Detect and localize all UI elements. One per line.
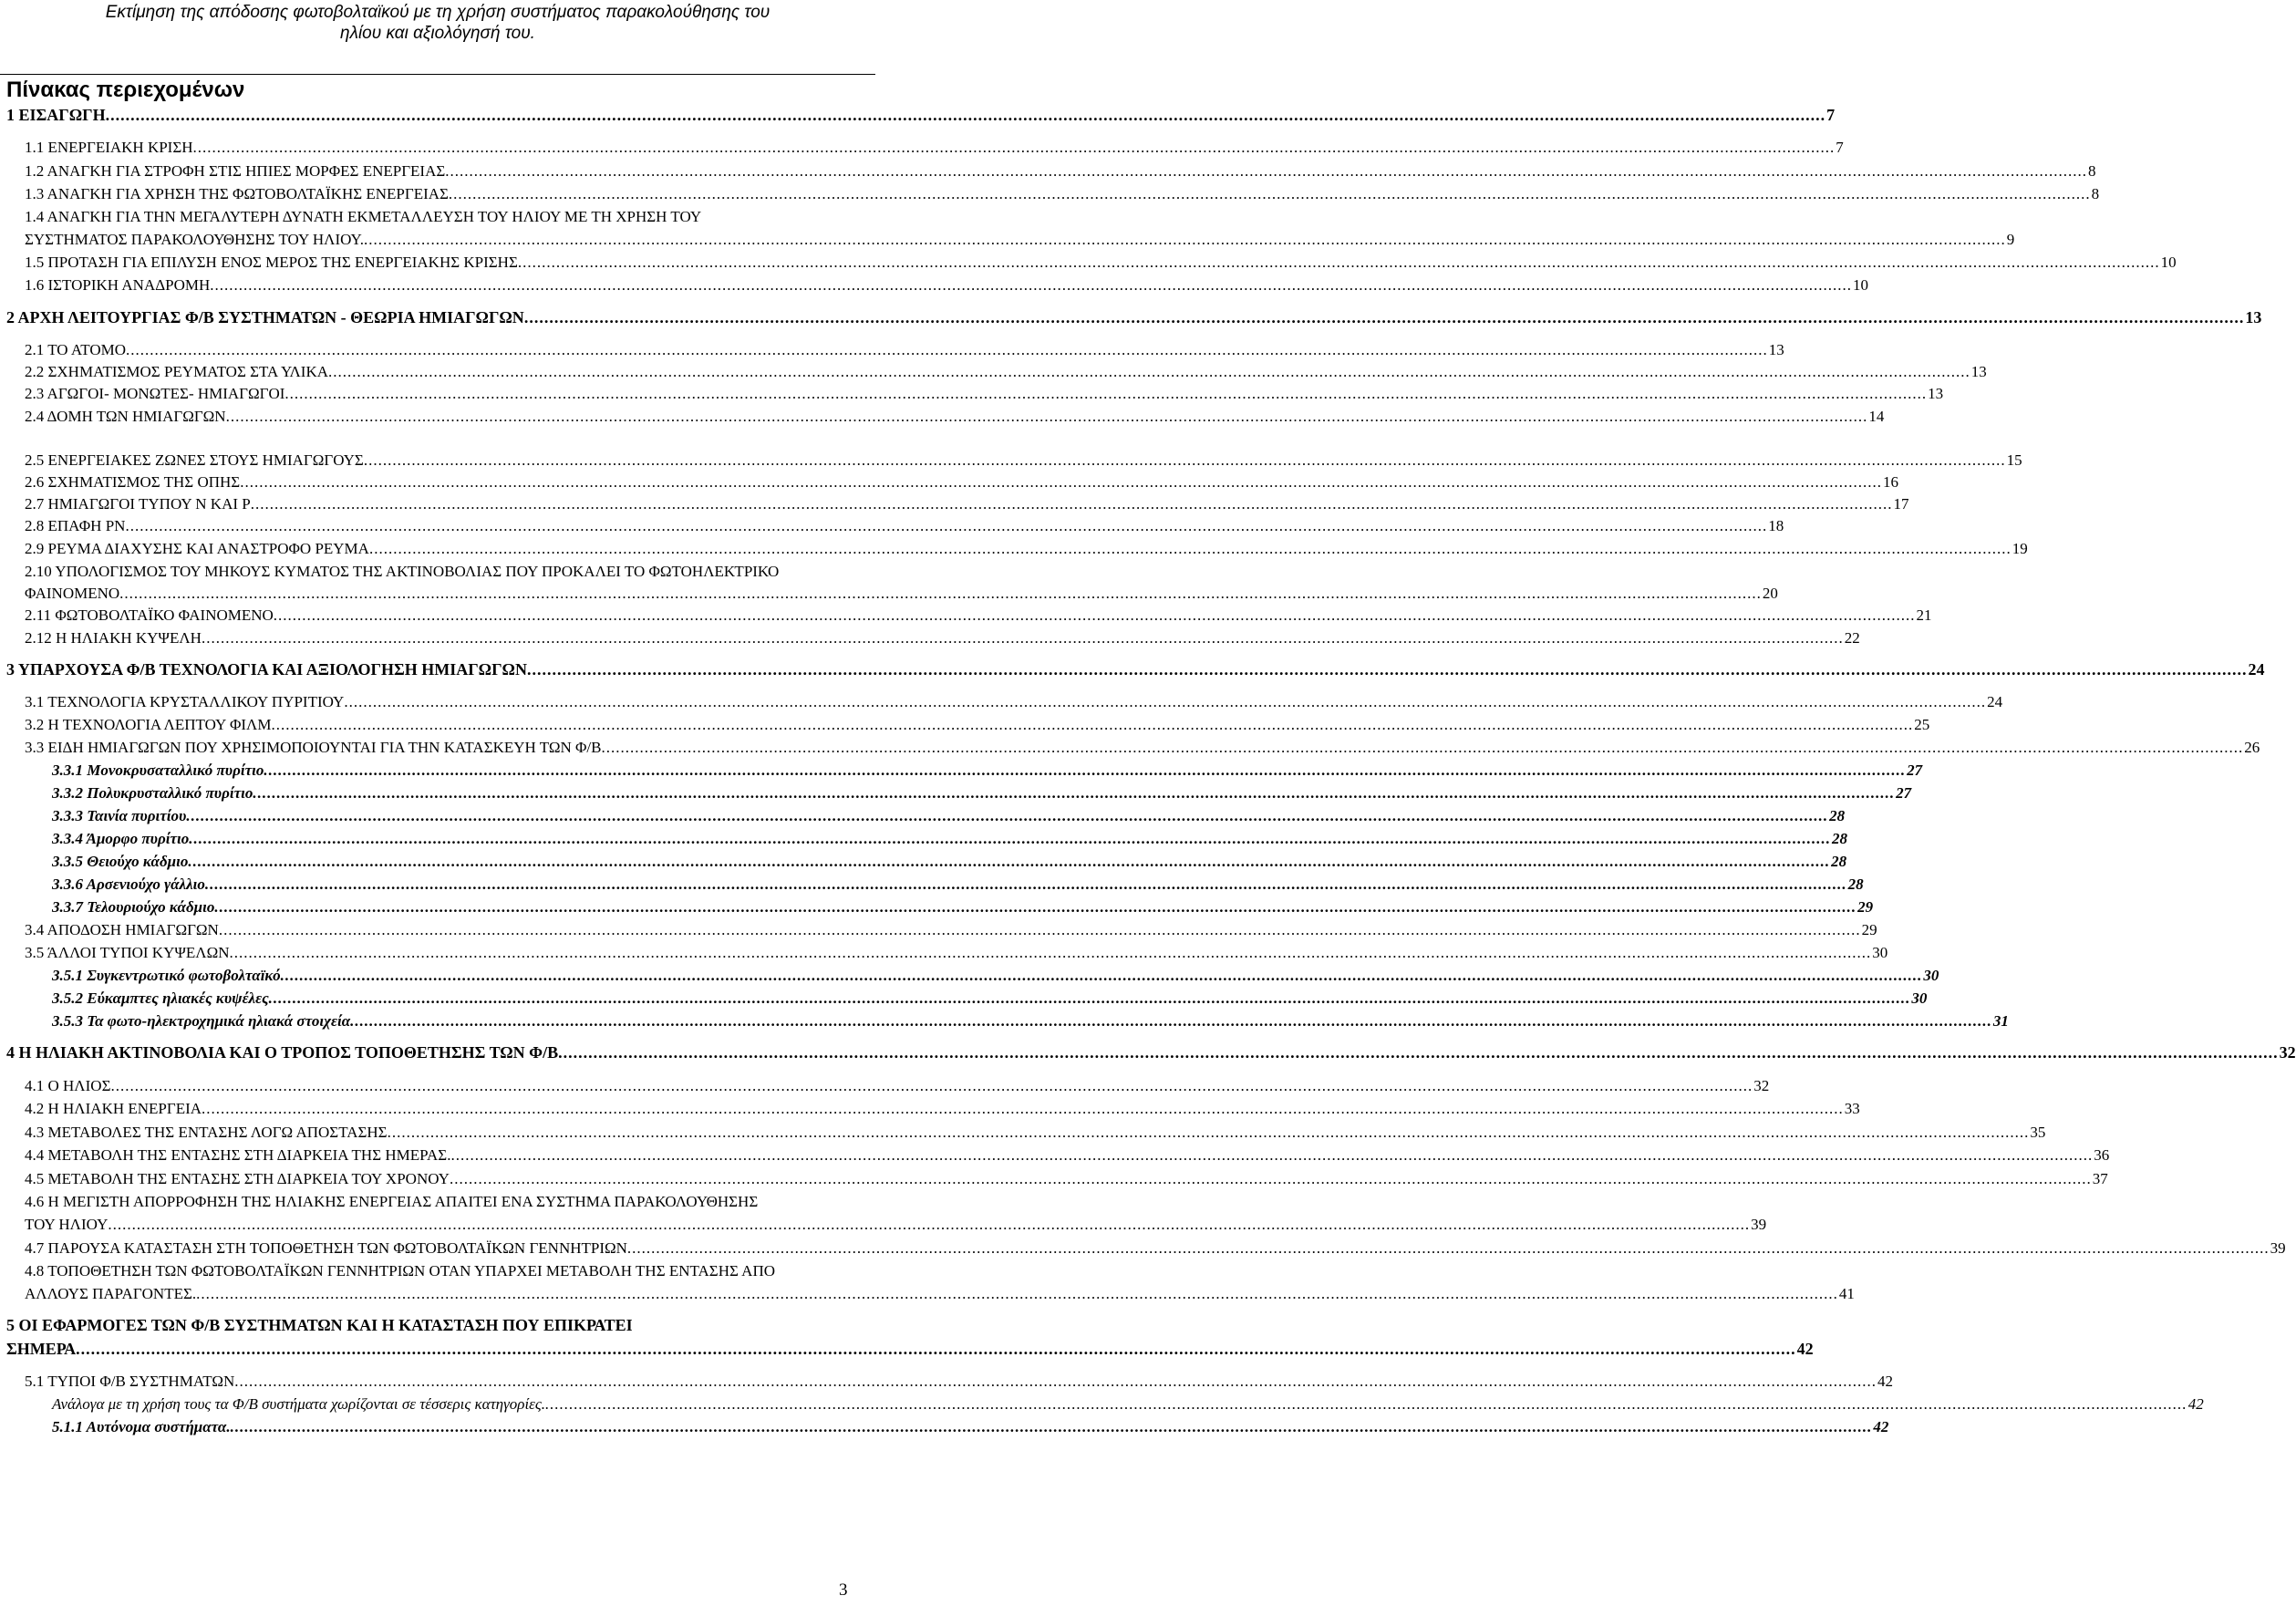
toc-dot-leader (274, 606, 1916, 625)
toc-entry[interactable] (25, 1100, 1860, 1118)
toc-dot-leader (126, 341, 1768, 359)
toc-entry-page: 42 (1877, 1373, 1894, 1390)
toc-entry[interactable] (52, 898, 1874, 917)
page-title: Πίνακας περιεχομένων (6, 78, 245, 102)
toc-entry-title: ΣΥΣΤΗΜΑΤΟΣ ΠΑΡΑΚΟΛΟΥΘΗΣΗΣ ΤΟΥ ΗΛΙΟΥ. (25, 231, 364, 248)
toc-entry[interactable] (52, 784, 1912, 803)
toc-entry[interactable] (25, 693, 2003, 711)
toc-entry[interactable] (52, 1395, 2204, 1414)
toc-entry-title: 3.2 Η ΤΕΧΝΟΛΟΓΙΑ ΛΕΠΤΟΥ ΦΙΛΜ (25, 716, 272, 733)
toc-entry-title: 2.4 ΔΟΜΗ ΤΩΝ ΗΜΙΑΓΩΓΩΝ (25, 408, 226, 425)
toc-dot-leader (240, 473, 1882, 492)
toc-dot-leader (627, 1239, 2270, 1258)
toc-entry-page: 31 (1992, 1012, 2009, 1030)
toc-entry-title: 2.9 ΡΕΥΜΑ ΔΙΑΧΥΣΗΣ ΚΑΙ ΑΝΑΣΤΡΟΦΟ ΡΕΥΜΑ (25, 540, 369, 557)
toc-dot-leader (186, 807, 1828, 825)
toc-entry-title: 1.6 ΙΣΤΟΡΙΚΗ ΑΝΑΔΡΟΜΗ (25, 276, 211, 294)
toc-entry-title: 2.11 ΦΩΤΟΒΟΛΤΑΪΚΟ ΦΑΙΝΟΜΕΝΟ (25, 606, 274, 624)
toc-entry-page: 9 (2006, 231, 2015, 248)
toc-entry[interactable] (25, 1285, 1855, 1303)
header-line-1: Εκτίμηση της απόδοσης φωτοβολταϊκού με τη χρήση συστήματος παρακολούθησης του (105, 3, 771, 22)
toc-entry-title: 2.8 ΕΠΑΦΗ ΡΝ (25, 517, 126, 534)
toc-dot-leader (188, 853, 1830, 871)
toc-entry-page: 28 (1831, 830, 1847, 847)
toc-dot-leader (108, 1216, 1750, 1234)
toc-entry[interactable] (25, 385, 1944, 403)
toc-dot-leader (119, 585, 1762, 603)
toc-entry-title: 3.5.3 Τα φωτο-ηλεκτροχημικά ηλιακά στοιχεία (52, 1012, 351, 1030)
toc-entry-title: 3.3.2 Πολυκρυσταλλικό πυρίτιο (52, 784, 253, 802)
toc-entry-page: 24 (2248, 660, 2265, 679)
toc-dot-leader (219, 921, 1861, 939)
toc-dot-leader (328, 363, 1970, 381)
toc-entry-page: 13 (1768, 341, 1784, 358)
toc-dot-leader (527, 660, 2248, 679)
toc-entry-title: 4.7 ΠΑΡΟΥΣΑ ΚΑΤΑΣΤΑΣΗ ΣΤΗ ΤΟΠΟΘΕΤΗΣΗ ΤΩΝ ΦΩΤΟΒΟΛΤΑΪΚΩΝ ΓΕΝΝΗΤΡΙΩΝ (25, 1239, 627, 1257)
toc-entry[interactable] (52, 876, 1864, 894)
toc-entry-title: 2.6 ΣΧΗΜΑΤΙΣΜΟΣ ΤΗΣ ΟΠΗΣ (25, 473, 241, 491)
toc-entry-title: 1.4 ΑΝΑΓΚΗ ΓΙΑ ΤΗΝ ΜΕΓΑΛΥΤΕΡΗ ΔΥΝΑΤΗ ΕΚΜΕΤΑΛΛΕΥΣΗ ΤΟΥ ΗΛΙΟΥ ΜΕ ΤΗ ΧΡΗΣΗ ΤΟΥ (25, 208, 702, 225)
toc-entry-page: 37 (2092, 1170, 2108, 1187)
toc-entry-page: 42 (1873, 1418, 1889, 1435)
toc-entry-title: 4.6 Η ΜΕΓΙΣΤΗ ΑΠΟΡΡΟΦΗΣΗ ΤΗΣ ΗΛΙΑΚΗΣ ΕΝΕΡΓΕΙΑΣ ΑΠΑΙΤΕΙ ΕΝΑ ΣΥΣΤΗΜΑ ΠΑΡΑΚΟΛΟΥΘΗΣΗΣ (25, 1193, 759, 1210)
toc-entry-title: 5.1 ΤΥΠΟΙ Φ/Β ΣΥΣΤΗΜΑΤΩΝ (25, 1373, 235, 1390)
toc-entry-title: 4.3 ΜΕΤΑΒΟΛΕΣ ΤΗΣ ΕΝΤΑΣΗΣ ΛΟΓΩ ΑΠΟΣΤΑΣΗΣ (25, 1124, 388, 1141)
toc-entry-title: 1.5 ΠΡΟΤΑΣΗ ΓΙΑ ΕΠΙΛΥΣΗ ΕΝΟΣ ΜΕΡΟΣ ΤΗΣ ΕΝΕΡΓΕΙΑΚΗΣ ΚΡΙΣΗΣ (25, 254, 518, 271)
toc-entry[interactable] (6, 1340, 1814, 1359)
toc-dot-leader (545, 1395, 2187, 1414)
toc-dot-leader (193, 139, 1836, 157)
toc-entry-page: 26 (2244, 739, 2260, 756)
toc-dot-leader (450, 1146, 2093, 1165)
toc-entry[interactable] (25, 1077, 1770, 1095)
toc-entry-page: 10 (2160, 254, 2177, 271)
toc-entry-title: 4.4 ΜΕΤΑΒΟΛΗ ΤΗΣ ΕΝΤΑΣΗΣ ΣΤΗ ΔΙΑΡΚΕΙΑ ΤΗΣ ΗΜΕΡΑΣ. (25, 1146, 451, 1164)
toc-entry[interactable] (25, 1373, 1894, 1391)
toc-entry-page: 14 (1868, 408, 1885, 425)
toc-dot-leader (110, 1077, 1753, 1095)
toc-entry[interactable] (6, 1043, 2296, 1062)
toc-entry[interactable] (25, 1262, 871, 1280)
toc-entry-title: 3.4 ΑΠΟΔΟΣΗ ΗΜΙΑΓΩΓΩΝ (25, 921, 219, 938)
toc-entry-title: 3.3.3 Ταινία πυριτίου (52, 807, 187, 824)
toc-entry-title: 4.5 ΜΕΤΑΒΟΛΗ ΤΗΣ ΕΝΤΑΣΗΣ ΣΤΗ ΔΙΑΡΚΕΙΑ ΤΟΥ ΧΡΟΝΟΥ (25, 1170, 450, 1187)
toc-entry[interactable] (25, 1146, 2110, 1165)
toc-entry-page: 36 (2094, 1146, 2110, 1164)
toc-dot-leader (601, 739, 2243, 757)
toc-entry-page: 27 (1896, 784, 1912, 802)
toc-entry-title: 3.5.1 Συγκεντρωτικό φωτοβολταϊκό (52, 967, 281, 984)
toc-entry-title: 3.3.4 Άμορφο πυρίτιο (52, 830, 190, 847)
toc-entry-title: ΦΑΙΝΟΜΕΝΟ (25, 585, 120, 602)
toc-entry[interactable] (25, 716, 1930, 734)
toc-entry-page: 28 (1831, 853, 1847, 870)
toc-dot-leader (558, 1043, 2279, 1062)
toc-entry-title: ΤΟΥ ΗΛΙΟΥ (25, 1216, 109, 1233)
toc-entry-page: 28 (1829, 807, 1846, 824)
toc-entry[interactable] (52, 1418, 1889, 1436)
toc-entry-title: ΣΗΜΕΡΑ (6, 1340, 77, 1358)
toc-entry[interactable] (25, 276, 1869, 295)
toc-entry-title: 2.7 ΗΜΙΑΓΩΓΟΙ ΤΥΠΟΥ Ν ΚΑΙ Ρ (25, 495, 251, 513)
toc-entry-page: 8 (2088, 162, 2096, 180)
toc-entry-page: 18 (1768, 517, 1784, 534)
toc-dot-leader (214, 898, 1856, 917)
toc-entry-page: 33 (1844, 1100, 1860, 1117)
toc-entry[interactable] (25, 739, 2260, 757)
toc-entry-page: 28 (1847, 876, 1864, 893)
toc-entry-page: 25 (1914, 716, 1930, 733)
toc-dot-leader (205, 876, 1847, 894)
toc-entry-page: 22 (1844, 629, 1860, 647)
toc-entry[interactable] (25, 1216, 1767, 1234)
toc-entry-title: 1.1 ΕΝΕΡΓΕΙΑΚΗ ΚΡΙΣΗ (25, 139, 193, 156)
toc-entry[interactable] (6, 106, 1836, 125)
toc-entry-title: 3.1 ΤΕΧΝΟΛΟΓΙΑ ΚΡΥΣΤΑΛΛΙΚΟΥ ΠΥΡΙΤΙΟΥ (25, 693, 345, 710)
toc-dot-leader (450, 1170, 2092, 1188)
toc-entry[interactable] (25, 1170, 2108, 1188)
toc-entry-page: 41 (1838, 1285, 1855, 1302)
toc-entry-title: 2.3 ΑΓΩΓΟΙ- ΜΟΝΩΤΕΣ- ΗΜΙΑΓΩΓΟΙ (25, 385, 285, 402)
toc-entry[interactable] (52, 807, 1846, 825)
toc-entry-title: 4.8 ΤΟΠΟΘΕΤΗΣΗ ΤΩΝ ΦΩΤΟΒΟΛΤΑΪΚΩΝ ΓΕΝΝΗΤΡΙΩΝ ΟΤΑΝ ΥΠΑΡΧΕΙ ΜΕΤΑΒΟΛΗ ΤΗΣ ΕΝΤΑΣΗΣ ΑΠΟ (25, 1262, 776, 1280)
toc-dot-leader (253, 784, 1895, 803)
toc-entry-title: 2.12 Η ΗΛΙΑΚΗ ΚΥΨΕΛΗ (25, 629, 202, 647)
toc-entry-page: 13 (1970, 363, 1987, 380)
toc-entry[interactable] (52, 762, 1923, 780)
toc-entry[interactable] (25, 208, 871, 226)
toc-entry-title: 2.10 ΥΠΟΛΟΓΙΣΜΟΣ ΤΟΥ ΜΗΚΟΥΣ ΚΥΜΑΤΟΣ ΤΗΣ ΑΚΤΙΝΟΒΟΛΙΑΣ ΠΟΥ ΠΡΟΚΑΛΕΙ ΤΟ ΦΩΤΟΗΛΕΚΤΡΙΚΟ (25, 563, 780, 580)
toc-entry[interactable] (25, 563, 871, 581)
toc-dot-leader (125, 517, 1767, 535)
toc-entry[interactable] (25, 495, 1909, 513)
toc-entry-page: 30 (1872, 944, 1888, 961)
toc-entry-page: 20 (1762, 585, 1778, 602)
toc-entry[interactable] (25, 473, 1898, 492)
toc-dot-leader (284, 385, 1927, 403)
toc-entry-page: 15 (2006, 451, 2022, 469)
toc-dot-leader (449, 185, 2091, 203)
toc-entry-page: 7 (1836, 139, 1844, 156)
toc-entry[interactable] (6, 1316, 871, 1335)
toc-dot-leader (369, 540, 2012, 558)
toc-entry[interactable] (52, 853, 1847, 871)
toc-entry-title: 4.1 Ο ΗΛΙΟΣ (25, 1077, 111, 1094)
toc-entry-title: 3.3.5 Θειούχο κάδμιο (52, 853, 189, 870)
toc-entry-title: 1 ΕΙΣΑΓΩΓΗ (6, 106, 106, 124)
page-number: 3 (839, 1580, 848, 1600)
toc-entry-title: 3.3 ΕΙΔΗ ΗΜΙΑΓΩΓΩΝ ΠΟΥ ΧΡΗΣΙΜΟΠΟΙΟΥΝΤΑΙ ΓΙΑ ΤΗΝ ΚΑΤΑΣΚΕΥΗ ΤΩΝ Φ/Β (25, 739, 602, 756)
toc-entry-page: 30 (1911, 990, 1928, 1007)
toc-entry-title: 2 ΑΡΧΗ ΛΕΙΤΟΥΡΓΙΑΣ Φ/Β ΣΥΣΤΗΜΑΤΩΝ - ΘΕΩΡΙΑ ΗΜΙΑΓΩΓΩΝ (6, 308, 524, 326)
toc-entry-page: 17 (1893, 495, 1909, 513)
toc-entry-title: 3.5 ΆΛΛΟΙ ΤΥΠΟΙ ΚΥΨΕΛΩΝ (25, 944, 230, 961)
toc-entry[interactable] (25, 363, 1987, 381)
toc-dot-leader (388, 1124, 2030, 1142)
toc-dot-leader (271, 716, 1913, 734)
toc-entry-page: 19 (2012, 540, 2028, 557)
toc-entry-title: 3.3.7 Τελουριούχο κάδμιο (52, 898, 215, 916)
toc-dot-leader (524, 308, 2245, 327)
toc-entry-page: 39 (2270, 1239, 2286, 1257)
toc-dot-leader (202, 1100, 1844, 1118)
toc-dot-leader (251, 495, 1893, 513)
toc-entry[interactable] (52, 1012, 2009, 1031)
toc-entry-title: 3 ΥΠΑΡΧΟΥΣΑ Φ/Β ΤΕΧΝΟΛΟΓΙΑ ΚΑΙ ΑΞΙΟΛΟΓΗΣΗ ΗΜΙΑΓΩΓΩΝ (6, 660, 527, 679)
toc-entry-page: 39 (1751, 1216, 1767, 1233)
toc-dot-leader (76, 1340, 1796, 1359)
toc-dot-leader (281, 967, 1923, 985)
toc-entry-title: 2.2 ΣΧΗΜΑΤΙΣΜΟΣ ΡΕΥΜΑΤΟΣ ΣΤΑ ΥΛΙΚΑ (25, 363, 328, 380)
toc-entry-page: 29 (1861, 921, 1877, 938)
toc-entry[interactable] (25, 162, 2096, 181)
toc-dot-leader (269, 990, 1911, 1008)
toc-dot-leader (210, 276, 1852, 295)
toc-entry-title: ΑΛΛΟΥΣ ΠΑΡΑΓΟΝΤΕΣ. (25, 1285, 197, 1302)
toc-entry[interactable] (25, 341, 1784, 359)
toc-entry[interactable] (25, 1124, 2046, 1142)
toc-entry-page: 42 (2187, 1395, 2204, 1413)
toc-entry-title: 3.3.6 Αρσενιούχο γάλλιο (52, 876, 205, 893)
toc-entry-page: 8 (2091, 185, 2100, 202)
toc-entry[interactable] (52, 830, 1847, 848)
toc-entry[interactable] (25, 139, 1844, 157)
toc-entry[interactable] (52, 967, 1939, 985)
toc-entry-title: 4 Η ΗΛΙΑΚΗ ΑΚΤΙΝΟΒΟΛΙΑ ΚΑΙ Ο ΤΡΟΠΟΣ ΤΟΠΟΘΕΤΗΣΗΣ ΤΩΝ Φ/Β (6, 1043, 559, 1062)
toc-entry-page: 10 (1853, 276, 1869, 294)
toc-dot-leader (106, 106, 1826, 125)
toc-dot-leader (264, 762, 1906, 780)
toc-entry-page: 32 (2279, 1043, 2296, 1062)
toc-dot-leader (196, 1285, 1838, 1303)
toc-entry[interactable] (25, 517, 1784, 535)
toc-entry-page: 13 (2245, 308, 2262, 326)
toc-entry-title: 5.1.1 Αυτόνομα συστήματα. (52, 1418, 231, 1435)
toc-entry-title: 1.2 ΑΝΑΓΚΗ ΓΙΑ ΣΤΡΟΦΗ ΣΤΙΣ ΗΠΙΕΣ ΜΟΡΦΕΣ ΕΝΕΡΓΕΙΑΣ (25, 162, 446, 180)
toc-entry[interactable] (25, 585, 1778, 603)
toc-entry[interactable] (25, 944, 1888, 962)
toc-entry-title: 1.3 ΑΝΑΓΚΗ ΓΙΑ ΧΡΗΣΗ ΤΗΣ ΦΩΤΟΒΟΛΤΑΪΚΗΣ ΕΝΕΡΓΕΙΑΣ (25, 185, 449, 202)
toc-dot-leader (230, 944, 1872, 962)
toc-entry-title: 3.5.2 Εύκαμπτες ηλιακές κυψέλες (52, 990, 269, 1007)
toc-entry[interactable] (25, 451, 2022, 470)
toc-entry-page: 16 (1882, 473, 1898, 491)
toc-entry-page: 35 (2030, 1124, 2046, 1141)
toc-dot-leader (202, 629, 1844, 648)
toc-dot-leader (189, 830, 1831, 848)
toc-dot-leader (364, 451, 2006, 470)
toc-entry-page: 42 (1796, 1340, 1814, 1358)
toc-dot-leader (350, 1012, 1992, 1031)
toc-entry[interactable] (6, 660, 2265, 679)
toc-entry-page: 27 (1907, 762, 1923, 779)
toc-entry-page: 30 (1923, 967, 1939, 984)
toc-entry-title: 4.2 Η ΗΛΙΑΚΗ ΕΝΕΡΓΕΙΑ (25, 1100, 202, 1117)
toc-entry-title: Ανάλογα με τη χρήση τους τα Φ/Β συστήματα χωρίζονται σε τέσσερις κατηγορίες. (52, 1395, 546, 1413)
toc-dot-leader (445, 162, 2087, 181)
toc-entry[interactable] (25, 629, 1860, 648)
toc-entry[interactable] (25, 254, 2177, 272)
toc-entry-page: 7 (1826, 106, 1836, 124)
toc-dot-leader (231, 1418, 1873, 1436)
toc-entry-page: 21 (1916, 606, 1932, 624)
toc-entry-page: 13 (1928, 385, 1944, 402)
toc-entry[interactable] (25, 606, 1932, 625)
toc-entry[interactable] (25, 231, 2015, 249)
toc-entry-page: 29 (1857, 898, 1874, 916)
toc-entry-page: 32 (1753, 1077, 1770, 1094)
toc-dot-leader (226, 408, 1868, 426)
toc-dot-leader (344, 693, 1986, 711)
toc-dot-leader (518, 254, 2160, 272)
toc-entry[interactable] (25, 1193, 871, 1211)
toc-entry[interactable] (6, 308, 2262, 327)
toc-entry[interactable] (25, 540, 2028, 558)
header-line-2: ηλίου και αξιολόγησή του. (340, 24, 535, 43)
toc-entry[interactable] (25, 408, 1885, 426)
toc-entry[interactable] (25, 185, 2100, 203)
toc-entry-title: 3.3.1 Μονοκρυσαταλλικό πυρίτιο (52, 762, 264, 779)
toc-entry[interactable] (25, 921, 1877, 939)
toc-entry-title: 2.1 ΤΟ ΑΤΟΜΟ (25, 341, 127, 358)
toc-entry[interactable] (25, 1239, 2286, 1258)
toc-entry-title: 2.5 ΕΝΕΡΓΕΙΑΚΕΣ ΖΩΝΕΣ ΣΤΟΥΣ ΗΜΙΑΓΩΓΟΥΣ (25, 451, 364, 469)
toc-dot-leader (364, 231, 2006, 249)
toc-dot-leader (234, 1373, 1877, 1391)
toc-entry[interactable] (52, 990, 1928, 1008)
toc-entry-title: 5 ΟΙ ΕΦΑΡΜΟΓΕΣ ΤΩΝ Φ/Β ΣΥΣΤΗΜΑΤΩΝ ΚΑΙ Η ΚΑΤΑΣΤΑΣΗ ΠΟΥ ΕΠΙΚΡΑΤΕΙ (6, 1316, 633, 1334)
toc-entry-page: 24 (1987, 693, 2003, 710)
